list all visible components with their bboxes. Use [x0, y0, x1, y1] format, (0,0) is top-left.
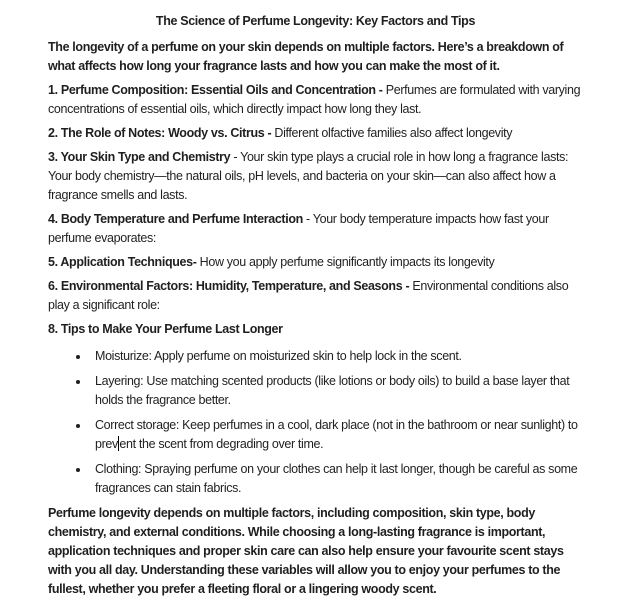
tip-item-storage[interactable] — [48, 416, 583, 454]
intro-paragraph[interactable]: The longevity of a perfume on your skin depends on multiple factors. Here’s a breakdown of what affects how long your fragrance lasts and how you can make the most of it. — [48, 40, 564, 73]
section-6-paragraph[interactable] — [48, 277, 583, 315]
section-1-paragraph[interactable] — [48, 81, 583, 119]
section-3-paragraph[interactable] — [48, 148, 583, 205]
tips-list — [48, 347, 583, 498]
section-5-text: How you apply perfume significantly impacts its longevity — [196, 255, 495, 269]
document-title[interactable]: The Science of Perfume Longevity: Key Factors and Tips — [155, 14, 476, 28]
section-2-heading: 2. The Role of Notes: Woody vs. Citrus - — [48, 126, 275, 140]
section-2-text: Different olfactive families also affect longevity — [274, 126, 513, 140]
section-5-heading: 5. Application Techniques- — [48, 255, 197, 269]
tip-text-after-caret: ent the scent from degrading over time. — [119, 437, 324, 451]
section-1-heading: 1. Perfume Composition: Essential Oils and Concentration - — [48, 83, 386, 97]
section-3-text: - Your skin type plays a crucial role in how long a fragrance lasts: Your body chemistry—the natural oils, pH levels, and bacteria on your skin—can also affect how a fragrance smells and lasts. — [48, 150, 569, 202]
section-3-heading: 3. Your Skin Type and Chemistry — [48, 150, 231, 164]
tip-text: Layering: Use matching scented products (like lotions or body oils) to build a base layer that holds the fragrance better. — [95, 374, 570, 407]
tips-heading[interactable]: 8. Tips to Make Your Perfume Last Longer — [48, 322, 283, 336]
section-4-text: - Your body temperature impacts how fast your perfume evaporates: — [48, 212, 549, 245]
tip-item-layering[interactable] — [48, 372, 583, 410]
section-1-text: Perfumes are formulated with varying concentrations of essential oils, which directly impact how long they last. — [48, 83, 581, 116]
tip-item-moisturize[interactable] — [48, 347, 583, 366]
section-5-paragraph[interactable] — [48, 253, 583, 272]
section-4-heading: 4. Body Temperature and Perfume Interaction — [48, 212, 303, 226]
conclusion-paragraph[interactable]: Perfume longevity depends on multiple factors, including composition, skin type, body chemistry, and external conditions. While choosing a long-lasting fragrance is important, application techniques and proper skin care can also help ensure your favourite scent stays with you all day. Understanding these variables will allow you to enjoy your perfumes to the fullest, whether you prefer a fleeting floral or a lingering woody scent. — [48, 506, 564, 596]
tip-text: Moisturize: Apply perfume on moisturized skin to help lock in the scent. — [95, 349, 462, 363]
tip-text-before-caret: Correct storage: Keep perfumes in a cool, dark place (not in the bathroom or near sunlight) to prev — [95, 418, 578, 451]
tip-text: Clothing: Spraying perfume on your clothes can help it last longer, though be careful as some fragrances can stain fabrics. — [95, 462, 578, 495]
tip-item-clothing[interactable] — [48, 460, 583, 498]
section-2-paragraph[interactable] — [48, 124, 583, 143]
section-6-text: Environmental conditions also play a significant role: — [48, 279, 569, 312]
section-6-heading: 6. Environmental Factors: Humidity, Temperature, and Seasons - — [48, 279, 413, 293]
section-4-paragraph[interactable] — [48, 210, 583, 248]
